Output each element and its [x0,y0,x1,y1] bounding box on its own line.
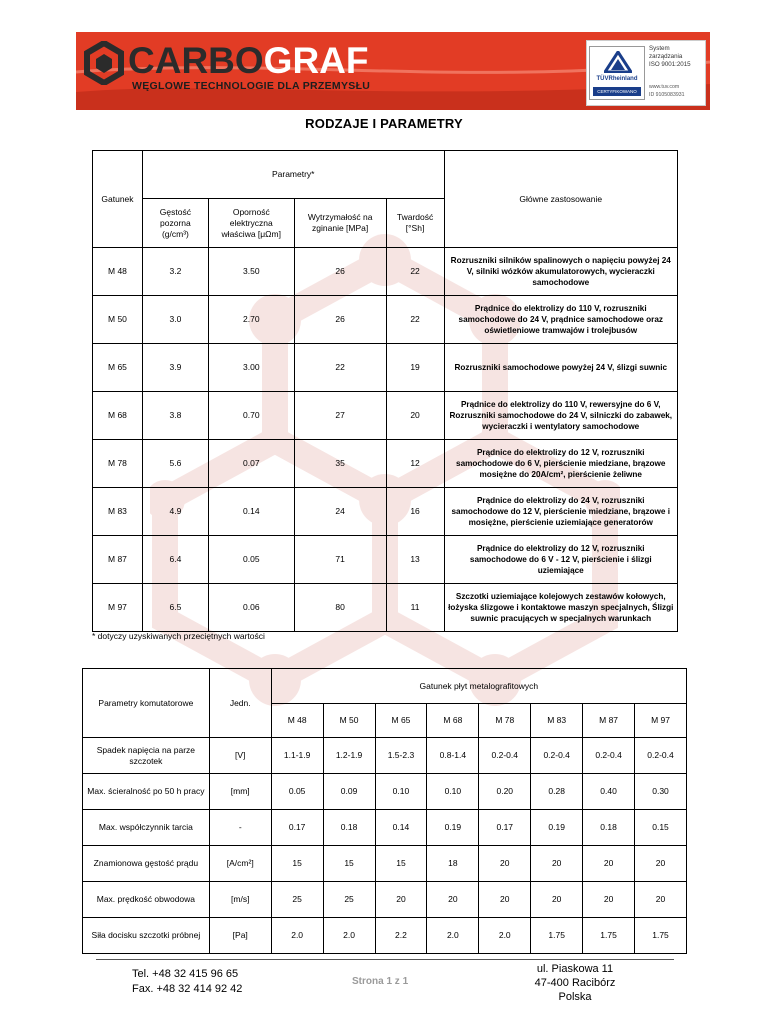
value-cell: 0.10 [375,774,427,810]
grade-cell: M 48 [93,248,143,296]
density-cell: 6.4 [142,536,208,584]
strength-cell: 26 [294,248,386,296]
value-cell: 0.19 [427,810,479,846]
value-cell: 0.2-0.4 [635,738,687,774]
logo-wordmark: CARBOGRAF [128,40,369,81]
resistivity-cell: 0.06 [208,584,294,632]
value-cell: 1.75 [583,918,635,954]
density-cell: 3.9 [142,344,208,392]
value-cell: 0.19 [531,810,583,846]
resistivity-cell: 2.70 [208,296,294,344]
header-unit: Jedn. [209,669,271,738]
unit-cell: [V] [209,738,271,774]
hardness-cell: 19 [386,344,444,392]
footer-city: 47-400 Racibórz [534,977,616,989]
grade-header: M 87 [583,704,635,738]
application-cell: Rozruszniki silników spalinowych o napięciu powyżej 24 V, silniki wózków akumulatorowych, wycieraczki samochodowe [444,248,677,296]
table-row [83,882,687,918]
value-cell: 2.0 [323,918,375,954]
value-cell: 18 [427,846,479,882]
unit-cell: [Pa] [209,918,271,954]
header-zastosowanie: Główne zastosowanie [444,151,677,248]
strength-cell: 35 [294,440,386,488]
table-row [93,296,678,344]
footer-fax: Fax. +48 32 414 92 42 [132,983,243,995]
value-cell: 0.2-0.4 [531,738,583,774]
param-name-cell: Siła docisku szczotki próbnej [83,918,210,954]
application-cell: Prądnice do elektrolizy do 110 V, rozruszniki samochodowe do 24 V, prądnice samochodowe oraz oświetleniowe tramwajów i trolejbusów [444,296,677,344]
resistivity-cell: 3.50 [208,248,294,296]
header-gatunek: Gatunek [93,151,143,248]
header-twardosc: Twardość [°Sh] [386,199,444,248]
table-row [93,248,678,296]
value-cell: 20 [531,882,583,918]
value-cell: 1.75 [635,918,687,954]
footnote: * dotyczy uzyskiwanych przeciętnych wartości [92,631,265,641]
value-cell: 0.18 [323,810,375,846]
resistivity-cell: 3.00 [208,344,294,392]
table-row [93,488,678,536]
table-row [93,344,678,392]
header-param: Parametry komutatorowe [83,669,210,738]
footer-tel: Tel. +48 32 415 96 65 [132,968,239,980]
application-cell: Rozruszniki samochodowe powyżej 24 V, ślizgi suwnic [444,344,677,392]
resistivity-cell: 0.70 [208,392,294,440]
value-cell: 0.30 [635,774,687,810]
strength-cell: 80 [294,584,386,632]
header-opornosc: Oporność elektryczna właściwa [μΩm] [208,199,294,248]
application-cell: Prądnice do elektrolizy do 110 V, rewersyjne do 6 V, Rozruszniki samochodowe do 24 V, silniczki do zabawek, wycieraczki i wentylatory samochodowe [444,392,677,440]
value-cell: 20 [479,882,531,918]
header-parametry: Parametry* [142,151,444,199]
grade-cell: M 68 [93,392,143,440]
value-cell: 25 [271,882,323,918]
value-cell: 1.1-1.9 [271,738,323,774]
table-row [83,918,687,954]
footer-address [530,962,620,1004]
hardness-cell: 16 [386,488,444,536]
param-name-cell: Znamionowa gęstość prądu [83,846,210,882]
resistivity-cell: 0.14 [208,488,294,536]
table-row [83,738,687,774]
table-row [83,846,687,882]
footer-street: ul. Piaskowa 11 [536,963,614,975]
table-row [93,440,678,488]
density-cell: 6.5 [142,584,208,632]
table-row [83,810,687,846]
grades-parameters-table [92,150,678,632]
table-row [83,774,687,810]
unit-cell: [m/s] [209,882,271,918]
value-cell: 0.28 [531,774,583,810]
value-cell: 20 [531,846,583,882]
unit-cell: [mm] [209,774,271,810]
unit-cell: [A/cm²] [209,846,271,882]
hardness-cell: 22 [386,296,444,344]
hardness-cell: 12 [386,440,444,488]
header-grade-group: Gatunek płyt metalografitowych [271,669,686,704]
value-cell: 20 [635,846,687,882]
page-number: Strona 1 z 1 [352,976,409,987]
tuv-badge: TÜVRheinland CERTYFIKOWANO [589,46,645,100]
strength-cell: 27 [294,392,386,440]
value-cell: 0.18 [583,810,635,846]
cert-text: System zarządzania ISO 9001:2015 www.tuv.com ID 9105083931 [649,45,691,98]
grade-header: M 83 [531,704,583,738]
grade-header: M 78 [479,704,531,738]
grade-cell: M 78 [93,440,143,488]
grade-header: M 65 [375,704,427,738]
value-cell: 0.14 [375,810,427,846]
strength-cell: 22 [294,344,386,392]
unit-cell: - [209,810,271,846]
strength-cell: 71 [294,536,386,584]
grade-header: M 48 [271,704,323,738]
hardness-cell: 13 [386,536,444,584]
hardness-cell: 11 [386,584,444,632]
hardness-cell: 22 [386,248,444,296]
table-row [93,584,678,632]
param-name-cell: Max. współczynnik tarcia [83,810,210,846]
application-cell: Prądnice do elektrolizy do 12 V, rozruszniki samochodowe do 6 V - 12 V, pierścienie i ślizgi uziemiające [444,536,677,584]
value-cell: 20 [583,846,635,882]
value-cell: 0.8-1.4 [427,738,479,774]
strength-cell: 24 [294,488,386,536]
application-cell: Prądnice do elektrolizy do 12 V, rozruszniki samochodowe do 6 V, pierścienie miedziane, brązowe mosiężne do 20A/cm², pierścienie żeliwne [444,440,677,488]
value-cell: 20 [635,882,687,918]
grade-cell: M 65 [93,344,143,392]
footer-contact [132,967,242,997]
grade-cell: M 97 [93,584,143,632]
table-row [93,392,678,440]
value-cell: 20 [427,882,479,918]
param-name-cell: Max. prędkość obwodowa [83,882,210,918]
commutator-parameters-table [82,668,687,954]
hardness-cell: 20 [386,392,444,440]
footer-country: Polska [558,991,592,1003]
application-cell: Szczotki uziemiające kolejowych zestawów kołowych, łożyska ślizgowe i kontaktowe maszyn specjalnych, Ślizgi suwnic pracujących w specjalnych warunkach [444,584,677,632]
density-cell: 5.6 [142,440,208,488]
value-cell: 1.5-2.3 [375,738,427,774]
iso-certificate [586,40,706,106]
param-name-cell: Spadek napięcia na parze szczotek [83,738,210,774]
value-cell: 15 [323,846,375,882]
value-cell: 20 [479,846,531,882]
value-cell: 0.15 [635,810,687,846]
grade-header: M 50 [323,704,375,738]
value-cell: 20 [375,882,427,918]
value-cell: 0.2-0.4 [583,738,635,774]
value-cell: 0.05 [271,774,323,810]
value-cell: 2.2 [375,918,427,954]
value-cell: 2.0 [479,918,531,954]
logo-subtitle: WĘGLOWE TECHNOLOGIE DLA PRZEMYSŁU [132,80,371,92]
strength-cell: 26 [294,296,386,344]
value-cell: 25 [323,882,375,918]
value-cell: 2.0 [271,918,323,954]
density-cell: 3.2 [142,248,208,296]
density-cell: 3.0 [142,296,208,344]
grade-header: M 97 [635,704,687,738]
value-cell: 0.17 [271,810,323,846]
application-cell: Prądnice do elektrolizy do 24 V, rozruszniki samochodowe do 12 V, pierścienie miedziane, brązowe i mosiężne, pierścienie uziemiające generatorów [444,488,677,536]
value-cell: 1.2-1.9 [323,738,375,774]
value-cell: 15 [271,846,323,882]
resistivity-cell: 0.07 [208,440,294,488]
value-cell: 1.75 [531,918,583,954]
value-cell: 20 [583,882,635,918]
value-cell: 0.20 [479,774,531,810]
letterhead-banner [76,32,710,110]
density-cell: 4.9 [142,488,208,536]
page-title: RODZAJE I PARAMETRY [305,116,463,131]
value-cell: 0.17 [479,810,531,846]
grade-header: M 68 [427,704,479,738]
value-cell: 0.09 [323,774,375,810]
grade-cell: M 83 [93,488,143,536]
value-cell: 0.2-0.4 [479,738,531,774]
value-cell: 15 [375,846,427,882]
table-row [93,536,678,584]
tuv-triangle-icon [604,51,632,73]
density-cell: 3.8 [142,392,208,440]
header-wytrzymalosc: Wytrzymałość na zginanie [MPa] [294,199,386,248]
value-cell: 0.10 [427,774,479,810]
carbograf-logo [84,38,584,102]
value-cell: 2.0 [427,918,479,954]
param-name-cell: Max. ścieralność po 50 h pracy [83,774,210,810]
grade-cell: M 87 [93,536,143,584]
value-cell: 0.40 [583,774,635,810]
footer-divider [96,959,674,960]
grade-cell: M 50 [93,296,143,344]
hexagon-logo-icon [84,41,124,85]
header-gestosc: Gęstość pozorna (g/cm³) [142,199,208,248]
resistivity-cell: 0.05 [208,536,294,584]
